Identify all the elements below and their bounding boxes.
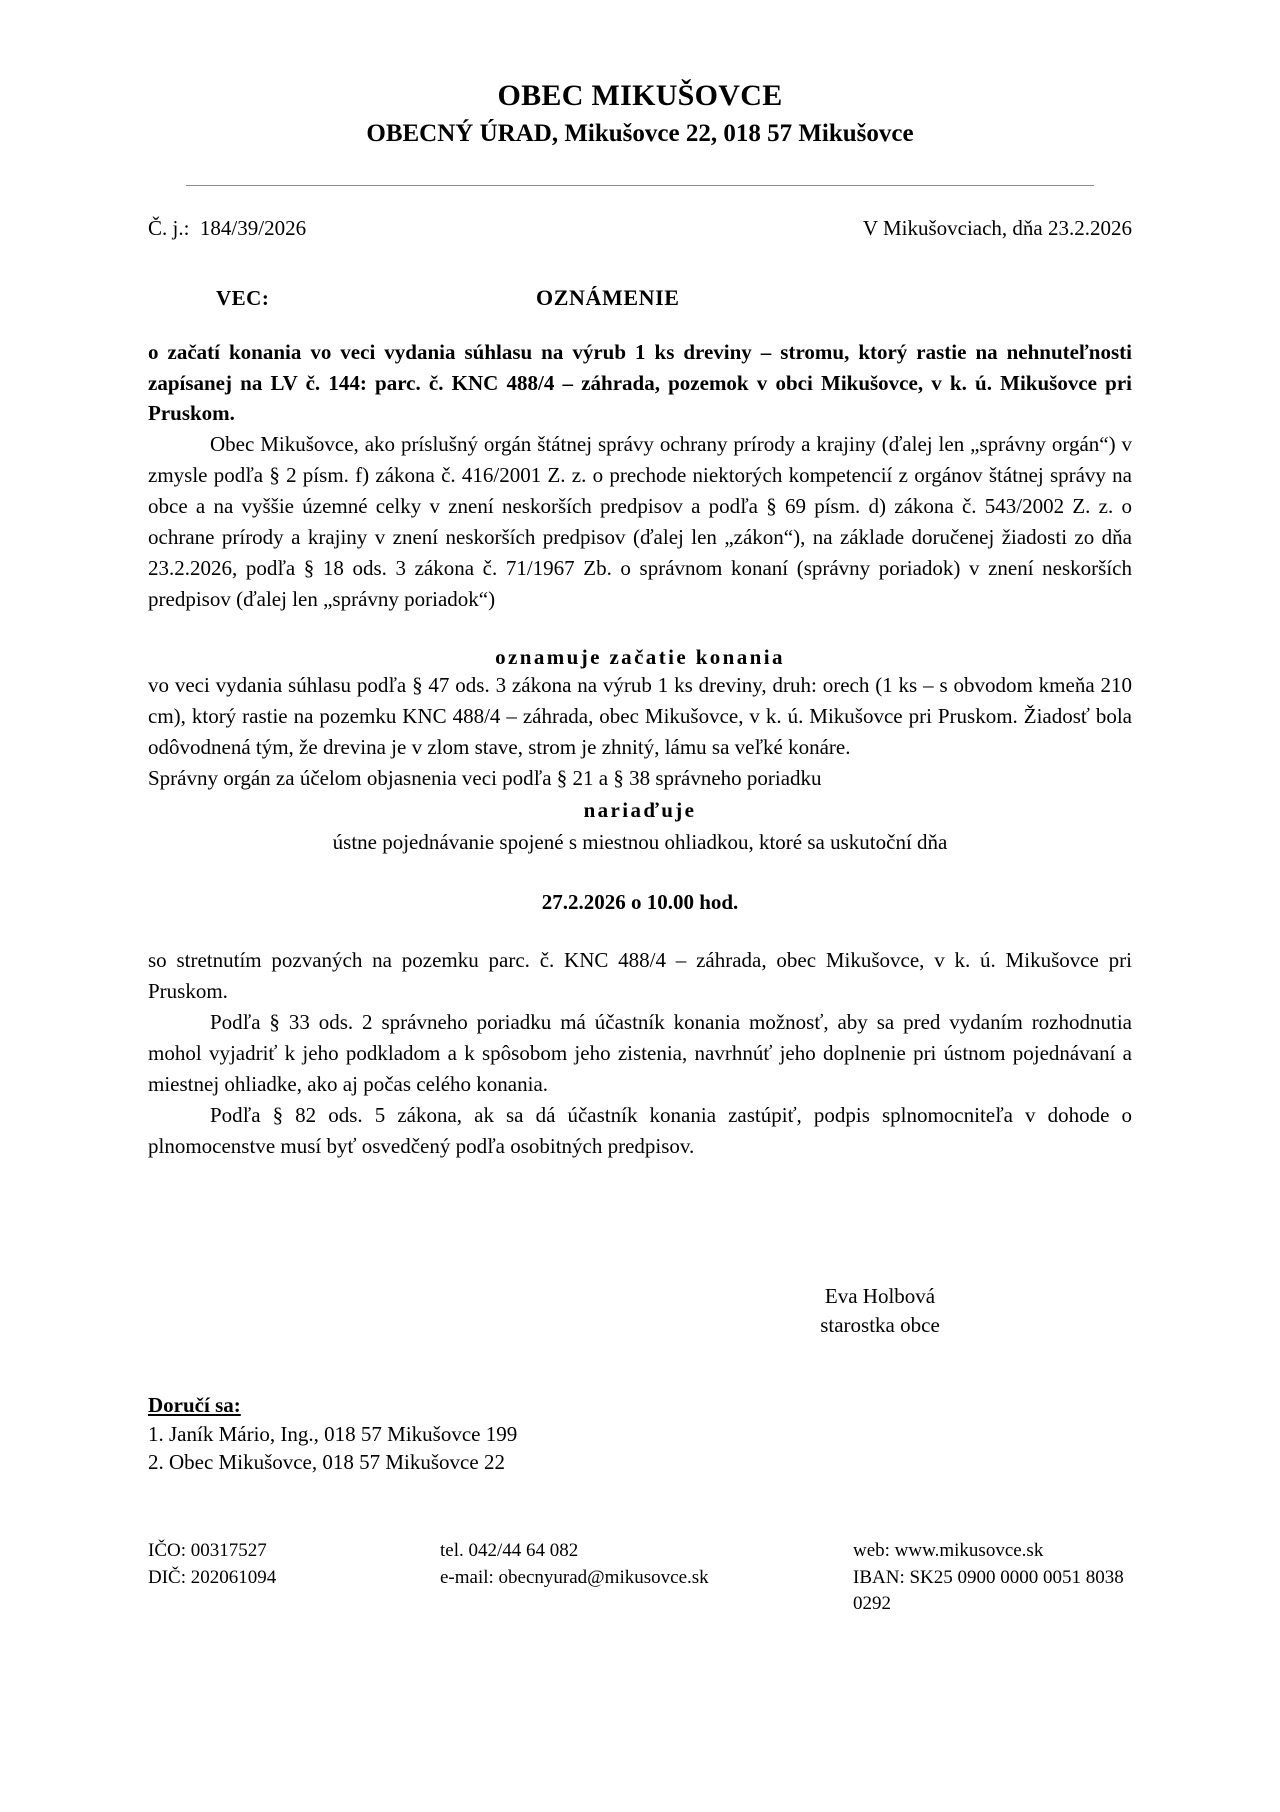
paragraph-meeting-place: so stretnutím pozvaných na pozemku parc. č. KNC 488/4 – záhrada, obec Mikušovce, v k. ú. Mikušovce pri Pruskom.: [148, 947, 1132, 1003]
footer-tel: tel. 042/44 64 082: [440, 1540, 579, 1562]
subject-label: VEC:: [216, 286, 270, 311]
delivery-title: Doručí sa:: [148, 1393, 241, 1418]
letterhead: [148, 78, 1132, 149]
footer-web: web: www.mikusovce.sk: [853, 1540, 1044, 1562]
footer-iban: IBAN: SK25 0900 0000 0051 8038 0292: [853, 1566, 1124, 1615]
reference-number: Č. j.: 184/39/2026: [148, 216, 307, 241]
place-and-date: V Mikušovciach, dňa 23.2.2026: [862, 216, 1132, 241]
delivery-item: 2. Obec Mikušovce, 018 57 Mikušovce 22: [148, 1449, 505, 1474]
announcement-heading: oznamuje začatie konania: [495, 645, 785, 670]
hearing-datetime: 27.2.2026 o 10.00 hod.: [541, 889, 739, 914]
delivery-list: [148, 1391, 1132, 1476]
paragraph-representation: Podľa § 82 ods. 5 zákona, ak sa dá účastník konania zastúpiť, podpis splnomocniteľa v dohode o plnomocenstve musí byť osvedčený podľa osobitných predpisov.: [148, 1103, 1132, 1159]
footer-row-2: [148, 1565, 1132, 1618]
signatory-title: starostka obce: [820, 1312, 940, 1337]
subject-value: OZNÁMENIE: [536, 285, 680, 311]
subject-row: [148, 285, 1132, 311]
footer-row-1: [148, 1538, 1132, 1565]
document-meta: [148, 216, 1132, 241]
order-text: ústne pojednávanie spojené s miestnou ohliadkou, ktoré sa uskutoční dňa: [332, 830, 948, 855]
order-heading: nariaďuje: [583, 798, 697, 823]
organization-address: OBECNÝ ÚRAD, Mikušovce 22, 018 57 Mikušovce: [366, 120, 914, 148]
header-divider: [186, 185, 1094, 186]
footer-ico: IČO: 00317527: [148, 1540, 267, 1562]
paragraph-rights: Podľa § 33 ods. 2 správneho poriadku má účastník konania možnosť, aby sa pred vydaním rozhodnutia mohol vyjadriť k jeho podkladom a k spôsobom jeho zistenia, navrhnúť jeho doplnenie pri ústnom pojednávaní a miestnej ohliadke, ako aj počas celého konania.: [148, 1010, 1132, 1097]
paragraph-subject-detail: vo veci vydania súhlasu podľa § 47 ods. 3 zákona na výrub 1 ks dreviny, druh: orech (1 ks – s obvodom kmeňa 210 cm), ktorý rastie na pozemku KNC 488/4 – záhrada, obec Mikušovce, v k. ú. Mikušovce pri Pruskom. Žiadosť bola odôvodnená tým, že drevina je v zlom stave, strom je zhnitý, lámu sa veľké konáre.: [148, 673, 1132, 760]
paragraph-legal-basis: Obec Mikušovce, ako príslušný orgán štátnej správy ochrany prírody a krajiny (ďalej len „správny orgán“) v zmysle podľa § 2 písm. f) zákona č. 416/2001 Z. z. o prechode niektorých kompetencií z orgánov štátnej správy na obce a na vyššie územné celky v znení neskorších predpisov a podľa § 69 písm. d) zákona č. 543/2002 Z. z. o ochrane prírody a krajiny v znení neskorších predpisov (ďalej len „zákon“), na základe doručenej žiadosti zo dňa 23.2.2026, podľa § 18 ods. 3 zákona č. 71/1967 Zb. o správnom konaní (správny poriadok) v znení neskorších predpisov (ďalej len „správny poriadok“): [148, 431, 1132, 612]
footer-email: e-mail: obecnyurad@mikusovce.sk: [440, 1566, 709, 1588]
document-footer: [148, 1538, 1132, 1658]
signature-block: [148, 1282, 1132, 1339]
paragraph-order-intro: Správny orgán za účelom objasnenia veci podľa § 21 a § 38 správneho poriadku: [148, 766, 822, 791]
signatory-name: Eva Holbová: [824, 1284, 936, 1309]
intro-bold-paragraph: o začatí konania vo veci vydania súhlasu na výrub 1 ks dreviny – stromu, ktorý rastie na nehnuteľnosti zapísanej na LV č. 144: parc. č. KNC 488/4 – záhrada, pozemok v obci Mikušovce, v k. ú. Mikušovce pri Pruskom.: [148, 340, 1132, 426]
delivery-item: 1. Janík Mário, Ing., 018 57 Mikušovce 199: [148, 1421, 518, 1446]
organization-name: OBEC MIKUŠOVCE: [497, 79, 783, 112]
footer-dic: DIČ: 202061094: [148, 1566, 277, 1588]
